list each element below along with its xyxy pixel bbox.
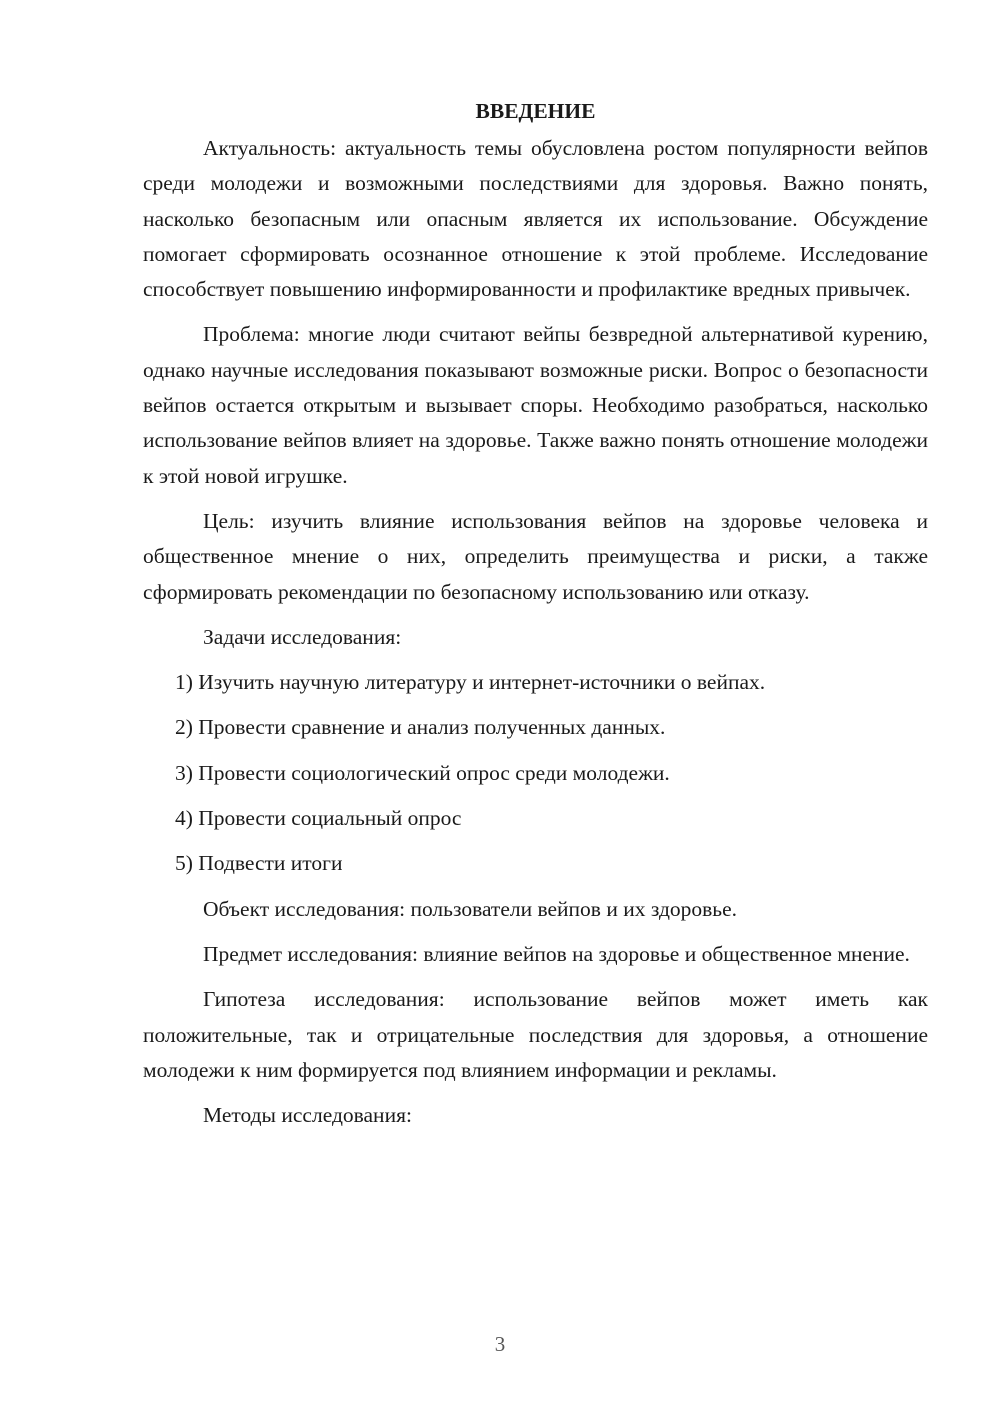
task-item: 3) Провести социологический опрос среди молодежи.	[175, 760, 670, 785]
tasks-heading: Задачи исследования:	[203, 624, 402, 649]
paragraph-hypothesis: Гипотеза исследования: использование вейпов может иметь как положительные, так и отрицательные последствия для здоровья, а отношение молодежи к ним формируется под влиянием информации и рекламы.	[143, 987, 928, 1082]
task-item: 1) Изучить научную литературу и интернет-источники о вейпах.	[175, 670, 766, 695]
document-page	[143, 90, 928, 1143]
task-item: 5) Подвести итоги	[175, 851, 343, 876]
page-number: 3	[494, 1332, 506, 1356]
task-item: 4) Провести социальный опрос	[175, 806, 462, 831]
paragraph-relevance: Актуальность: актуальность темы обусловлена ростом популярности вейпов среди молодежи и возможными последствиями для здоровья. Важно понять, насколько безопасным или опасным является их использование. Обсуждение помогает сформировать осознанное отношение к этой проблеме. Исследование способствует повышению информированности и профилактике вредных привычек.	[143, 136, 928, 302]
paragraph-object: Объект исследования: пользователи вейпов и их здоровье.	[203, 896, 738, 921]
paragraph-goal: Цель: изучить влияние использования вейпов на здоровье человека и общественное мнение о них, определить преимущества и риски, а также сформировать рекомендации по безопасному использованию или отказу.	[143, 508, 928, 604]
task-item: 2) Провести сравнение и анализ полученных данных.	[175, 715, 666, 740]
methods-heading: Методы исследования:	[203, 1103, 412, 1128]
paragraph-subject: Предмет исследования: влияние вейпов на здоровье и общественное мнение.	[203, 941, 910, 966]
section-title: ВВЕДЕНИЕ	[475, 99, 596, 123]
paragraph-problem: Проблема: многие люди считают вейпы безвредной альтернативой курению, однако научные исследования показывают возможные риски. Вопрос о безопасности вейпов остается открытым и вызывает споры. Необходимо разобраться, насколько использование вейпов влияет на здоровье. Также важно понять отношение молодежи к этой новой игрушке.	[143, 322, 928, 488]
